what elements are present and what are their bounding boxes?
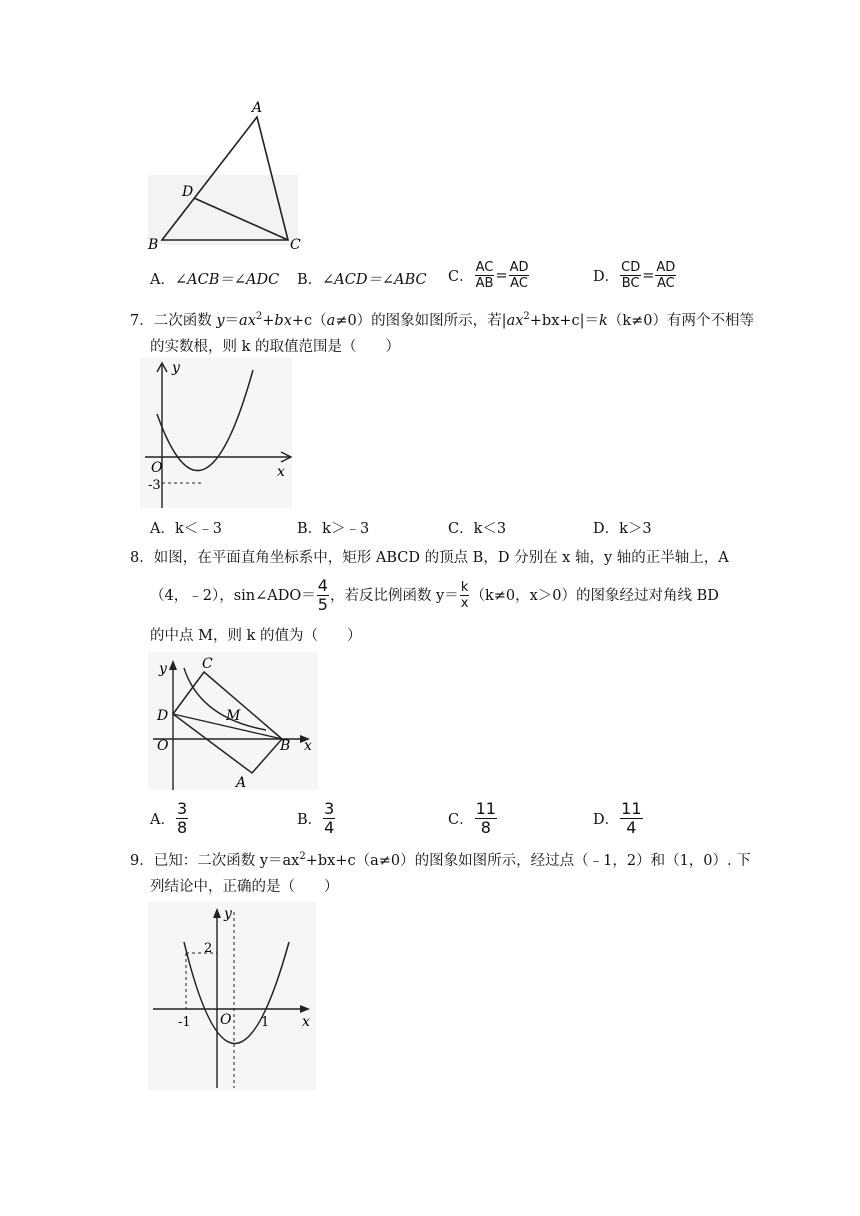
tick-label-2: 2 <box>204 941 213 956</box>
parabola-figure-q7 <box>140 358 300 510</box>
fraction: $\frac{3}{4}$ <box>324 799 335 837</box>
q7-option-b[interactable]: B．k＞﹣3 <box>297 521 370 537</box>
q6-option-b[interactable]: B． ∠ACD＝∠ABC <box>297 272 427 288</box>
label-b: B <box>148 237 159 253</box>
label-d: D <box>157 708 169 724</box>
label-d: D <box>182 184 194 200</box>
fraction: $\frac{AC}{AB}$ <box>475 260 494 291</box>
q8-option-a[interactable]: A． $\frac{3}{8}$ <box>150 799 188 837</box>
figure-shading <box>148 902 316 1090</box>
figure-shading <box>140 358 292 508</box>
label-a: A <box>252 100 263 116</box>
q9-stem-line1: 9．已知：二次函数 $y=ax^2+bx+c(a\ne 0)$的图象如图所示，经过点（﹣1，2）和（1，0）. 下 <box>130 851 751 869</box>
triangle-figure <box>140 95 310 257</box>
label-b: B <box>280 738 291 754</box>
fraction: $\frac{11}{8}$ <box>475 799 496 837</box>
tick-label-neg1: -1 <box>178 1015 191 1030</box>
q9-stem-line2: 列结论中，正确的是（ ） <box>150 879 339 895</box>
y-axis-label: y <box>159 661 167 677</box>
fraction: $\frac{4}{5}$ <box>317 576 328 614</box>
x-axis-label: x <box>277 464 285 480</box>
origin-label: O <box>220 1012 232 1028</box>
origin-label: O <box>157 738 169 754</box>
q8-stem-line3: 的中点 M，则 k 的值为（ ） <box>150 628 362 644</box>
q7-option-d[interactable]: D．k＞3 <box>593 521 652 537</box>
q7-stem-line1: 7．二次函数 $y=ax^2+bx+c(a\ne 0)$的图象如图所示，若$|ax^2+bx+c|=k(k\ne 0)$有两个不相等 <box>130 311 755 329</box>
fraction: $\frac{11}{4}$ <box>621 799 642 837</box>
y-axis-label: y <box>224 906 232 922</box>
x-axis-label: x <box>304 738 312 754</box>
label-a: A <box>236 775 247 791</box>
fraction: $\frac{CD}{BC}$ <box>621 260 641 291</box>
fraction: $\frac{k}{x}$ <box>460 580 469 611</box>
q8-option-b[interactable]: B． $\frac{3}{4}$ <box>297 799 335 837</box>
q8-stem-line1: 8．如图，在平面直角坐标系中，矩形 ABCD 的顶点 B，D 分别在 x 轴，y 轴的正半轴上，A <box>130 550 729 566</box>
label-c: C <box>290 237 301 253</box>
fraction: $\frac{3}{8}$ <box>176 799 188 837</box>
q8-option-d[interactable]: D． $\frac{11}{4}$ <box>593 799 642 837</box>
q7-option-c[interactable]: C．k＜3 <box>448 521 507 537</box>
parabola-figure-q9 <box>148 902 318 1092</box>
fraction: $\frac{AD}{AC}$ <box>656 260 676 291</box>
fraction: $\frac{AD}{AC}$ <box>509 260 529 291</box>
q7-option-a[interactable]: A．k＜﹣3 <box>150 521 222 537</box>
rectangle-figure-q8 <box>148 652 323 792</box>
q8-stem-line2: （4，﹣2），sin∠ADO＝ $\frac{4}{5}$ ，若反比例函数 y＝ $\frac{k}{x}$ （k≠0，x＞0）的图象经过对角线 BD <box>150 576 719 614</box>
tick-label: -3 <box>148 478 161 493</box>
tick-label-1: 1 <box>261 1015 270 1030</box>
y-axis-label: y <box>172 360 180 376</box>
q8-option-c[interactable]: C． $\frac{11}{8}$ <box>448 799 496 837</box>
label-m: M <box>226 708 241 724</box>
q7-stem-line2: 的实数根，则 k 的取值范围是（ ） <box>150 339 401 355</box>
origin-label: O <box>151 460 163 476</box>
q6-option-d[interactable]: D． $\frac{CD}{BC}$ = $\frac{AD}{AC}$ <box>593 260 676 291</box>
q6-option-c[interactable]: C． $\frac{AC}{AB}$ = $\frac{AD}{AC}$ <box>448 260 529 291</box>
q6-option-a[interactable]: A． ∠ACB＝∠ADC <box>150 272 280 288</box>
x-axis-label: x <box>302 1014 310 1030</box>
label-c: C <box>202 656 213 672</box>
